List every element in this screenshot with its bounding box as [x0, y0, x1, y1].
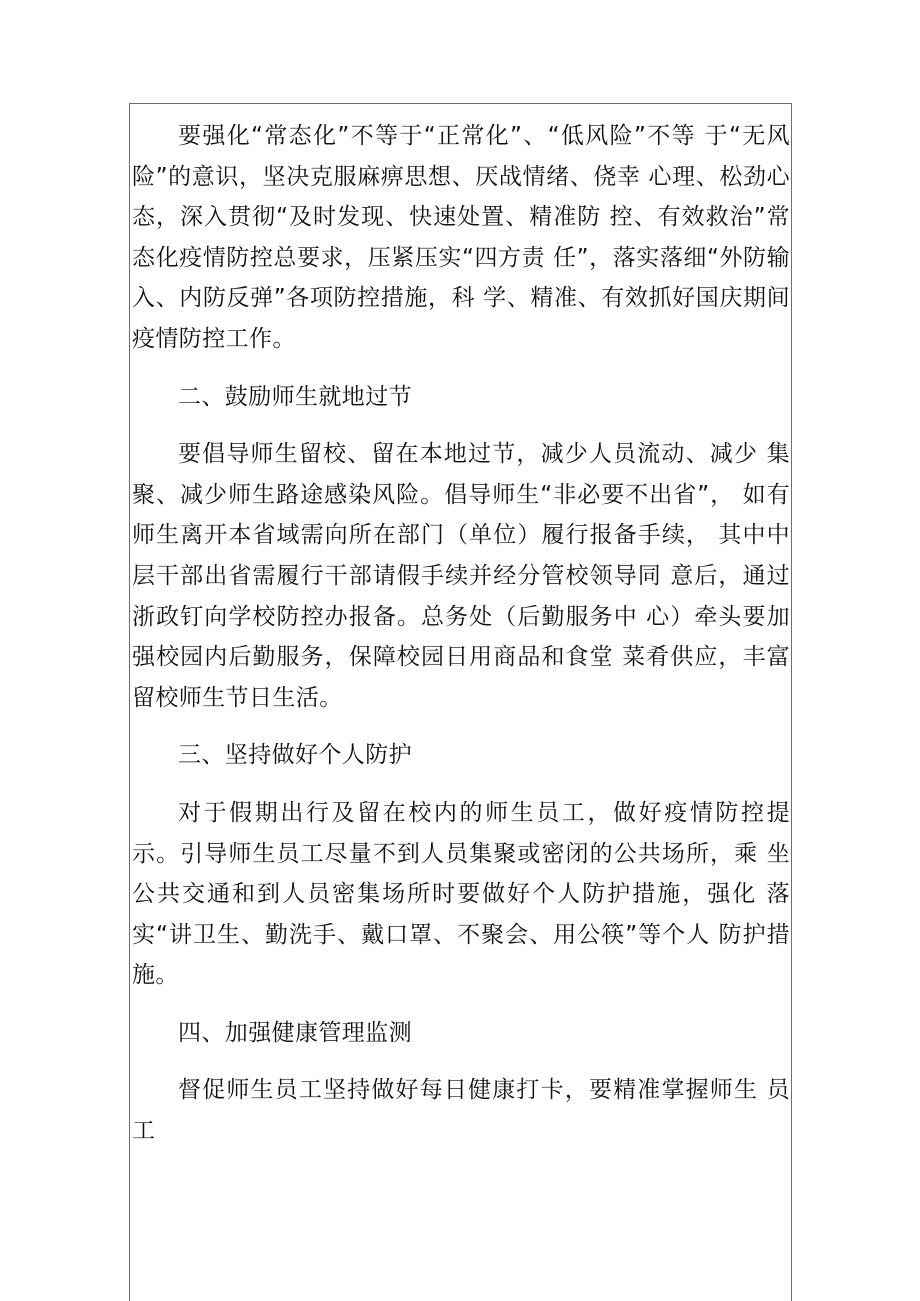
paragraph-personal-protection: 对于假期出行及留在校内的师生员工，做好疫情防控提 示。引导师生员工尽量不到人员集聚或密闭的公共场所，乘 坐公共交通和到人员密集场所时要做好个人防护措施，强化 落实“讲卫生、勤洗手、戴口罩、不聚会、用公筷”等个人 防护措施。	[132, 799, 790, 989]
paragraph-normalization-awareness: 要强化“常态化”不等于“正常化”、“低风险”不等 于“无风险”的意识，坚决克服麻痹思想、厌战情绪、侥幸 心理、松劲心态，深入贯彻“及时发现、快速处置、精准防 控、有效救治”常态化疫情防控总要求，压紧压实“四方责 任”，落实落细“外防输入、内防反弹”各项防控措施，科 学、精准、有效抓好国庆期间疫情防控工作。	[132, 123, 790, 352]
paragraph-stay-local: 要倡导师生留校、留在本地过节，减少人员流动、减少 集聚、减少师生路途感染风险。倡导师生“非必要不出省”， 如有师生离开本省域需向所在部门（单位）履行报备手续， 其中中层干部出省需履行干部请假手续并经分管校领导同 意后，通过浙政钉向学校防控办报备。总务处（后勤服务中 心）牵头要加强校园内后勤服务，保障校园日用商品和食堂 菜肴供应，丰富留校师生节日生活。	[132, 441, 790, 711]
section-heading-4: 四、加强健康管理监测	[178, 1019, 412, 1046]
document-body	[132, 116, 790, 1152]
section-heading-3: 三、坚持做好个人防护	[178, 742, 412, 769]
paragraph-health-monitoring: 督促师生员工坚持做好每日健康打卡，要精准掌握师生 员工	[132, 1077, 790, 1145]
section-heading-2: 二、鼓励师生就地过节	[178, 383, 412, 410]
